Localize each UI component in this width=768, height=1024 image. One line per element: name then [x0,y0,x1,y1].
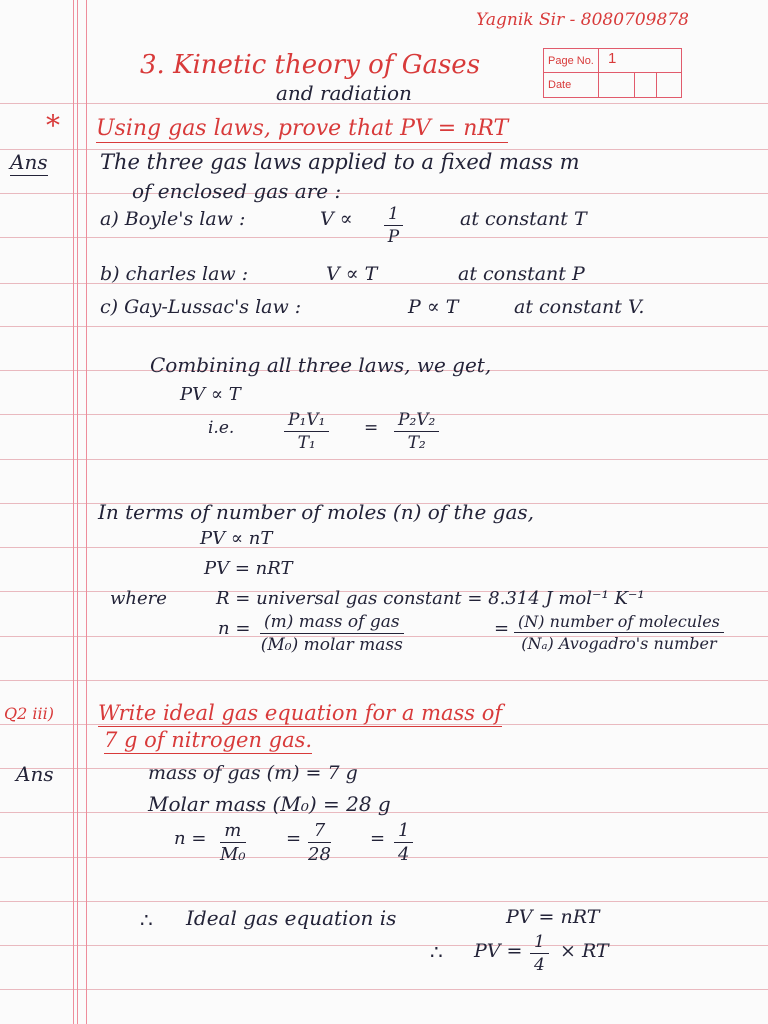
n-lhs: n = [174,828,207,849]
rule-line [0,414,768,415]
rule-line [0,680,768,681]
pv-equals-nrt: PV = nRT [204,558,293,579]
fraction-3-numerator: 1 [394,822,413,843]
pv-proportional-t: PV ∝ T [180,384,241,405]
fraction-7-over-28 [308,822,331,864]
fraction-2-denominator: 28 [308,844,331,865]
rule-line [0,459,768,460]
combined-rhs-fraction [394,412,439,452]
mass-numerator: (m) mass of gas [260,614,404,634]
question-2-line1-text: Write ideal gas equation for a mass of [98,701,503,725]
rule-line [0,193,768,194]
page-no-label: Page No. [544,49,599,72]
equals-a: = [286,828,302,849]
avogadro-denominator: (Nₐ) Avogadro's number [521,634,717,653]
pv-nrt-final: PV = nRT [506,906,600,928]
boyle-law-label: a) Boyle's law : [100,208,246,230]
question-2-line2 [104,730,312,751]
charles-condition: at constant P [458,263,585,285]
fraction-1-numerator: m [220,822,246,843]
fraction-1-denominator: M₀ [220,844,246,865]
chapter-title-line2: and radiation [276,81,412,105]
molecules-numerator: (N) number of molecules [514,614,724,633]
rule-line [0,989,768,990]
ideal-gas-equation-label: Ideal gas equation is [186,906,397,930]
author-contact: Yagnik Sir - 8080709878 [476,10,689,30]
page-no-value: 1 [608,50,617,67]
ie-label: i.e. [208,418,235,438]
rule-line [0,857,768,858]
boyle-fraction [384,206,403,246]
moles-line: In terms of number of moles (n) of the gas, [98,500,535,524]
boyle-denominator: P [387,227,400,247]
combining-line: Combining all three laws, we get, [150,353,492,377]
answer-line-1: The three gas laws applied to a fixed mass m [100,150,580,174]
n-mass-fraction [260,614,404,654]
answer-line-2: of enclosed gas are : [132,179,342,203]
equals-b: = [370,828,386,849]
question-1-text [96,118,508,140]
ans-label [10,152,48,172]
r-definition: R = universal gas constant = 8.314 J mol⁻¹ K⁻¹ [216,588,645,609]
boyle-numerator: 1 [384,206,403,226]
charles-law-label: b) charles law : [100,263,249,285]
question-1-underlined: Using gas laws, prove that PV = nRT [96,116,509,141]
rhs-denominator: T₂ [407,433,426,453]
final-denominator: 4 [534,955,545,975]
rhs-numerator: P₂V₂ [394,412,439,432]
final-fraction [530,934,549,974]
pv-proportional-nt: PV ∝ nT [200,528,273,549]
lhs-numerator: P₁V₁ [284,412,329,432]
chapter-title-line1: 3. Kinetic theory of Gases [140,50,481,80]
question-2-line1 [98,703,502,724]
molar-mass-denominator: (M₀) molar mass [260,635,403,655]
fraction-3-denominator: 4 [398,844,410,865]
page-number-box [543,48,682,98]
rule-line [0,901,768,902]
gay-lussac-law-label: c) Gay-Lussac's law : [100,296,302,318]
n-second-equals: = [494,618,510,639]
rule-line [0,945,768,946]
date-cell [656,73,657,97]
gay-lussac-condition: at constant V. [514,296,645,318]
ans-label-2: Ans [16,762,54,786]
fraction-2-numerator: 7 [308,822,331,843]
rule-line [0,768,768,769]
ans-label-text: Ans [10,150,48,174]
rule-line [0,326,768,327]
boyle-relation: V ∝ [320,208,353,230]
fraction-1-over-4 [394,822,413,864]
where-label: where [110,588,167,609]
therefore-symbol: ∴ [140,908,153,932]
question-2-marker: Q2 iii) [4,704,54,723]
molar-mass: Molar mass (M₀) = 28 g [148,792,391,816]
combined-lhs-fraction [284,412,329,452]
mass-of-gas: mass of gas (m) = 7 g [148,762,358,784]
fraction-m-over-m0 [220,822,246,864]
final-lhs: PV = [474,940,523,962]
n-equals: n = [218,618,251,639]
question-marker: * [46,109,60,142]
combined-equals: = [364,418,379,438]
boyle-condition: at constant T [460,208,587,230]
lhs-denominator: T₁ [297,433,316,453]
margin-line [86,0,87,1024]
date-label: Date [544,73,599,97]
gay-lussac-relation: P ∝ T [408,296,459,318]
n-molecule-fraction [514,614,724,652]
final-numerator: 1 [530,934,549,954]
margin-line [77,0,78,1024]
margin-line [73,0,74,1024]
rule-line [0,547,768,548]
final-rhs: × RT [560,940,609,962]
therefore-symbol-2: ∴ [430,940,443,964]
charles-relation: V ∝ T [326,263,378,285]
date-cell [634,73,635,97]
question-2-line2-text: 7 g of nitrogen gas. [104,728,313,752]
